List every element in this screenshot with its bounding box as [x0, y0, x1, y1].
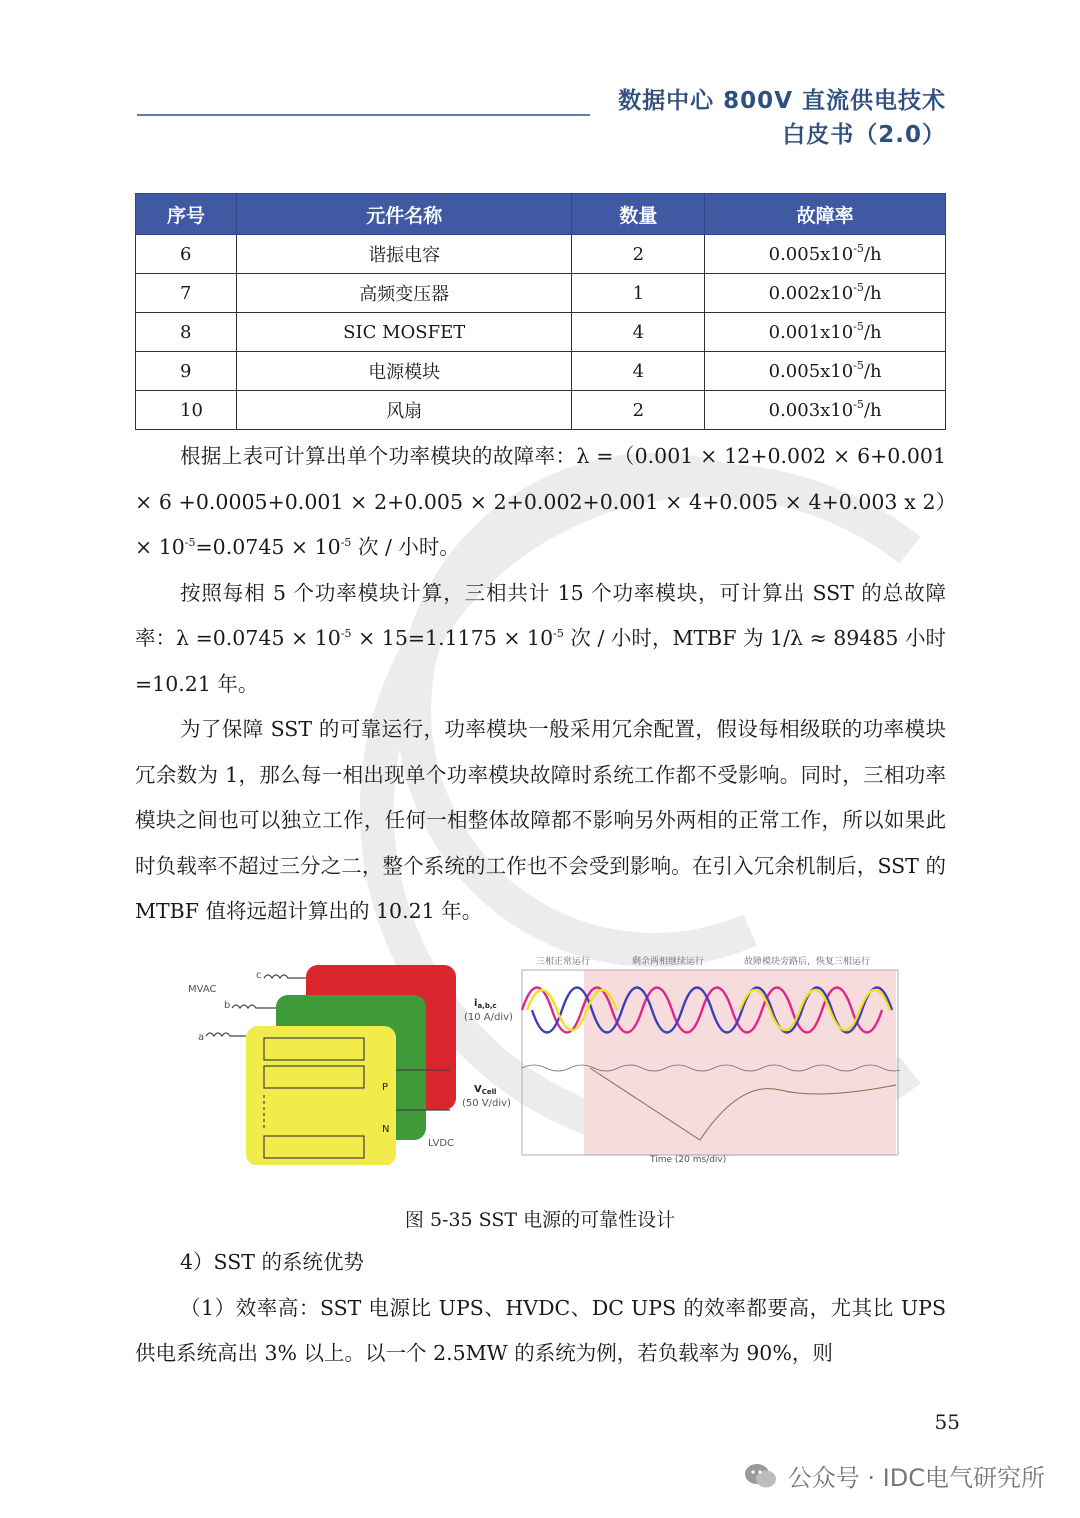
exponent: -5 — [553, 627, 564, 640]
rate-base: 0.003x10 — [768, 399, 854, 421]
component-name: 电源模块 — [236, 352, 572, 391]
table-row — [136, 352, 946, 391]
para-text: =0.0745 × 10 — [195, 535, 341, 559]
header-rule — [137, 114, 590, 116]
wechat-icon — [744, 1462, 778, 1490]
phase-c-label: c — [256, 970, 262, 981]
table-header-cell: 序号 — [136, 194, 237, 235]
component-qty: 1 — [572, 274, 705, 313]
component-qty: 4 — [572, 313, 705, 352]
segment-label-restored: 故障模块旁路后，恢复三相运行 — [744, 957, 871, 967]
rate-unit: /h — [863, 282, 882, 304]
component-name: 谐振电容 — [236, 235, 572, 274]
phase-b-label: b — [224, 1000, 231, 1011]
rate-exponent: -5 — [853, 397, 864, 411]
table-header-cell: 故障率 — [705, 194, 946, 235]
voltage-label: $V_{Cell}$ — [474, 1084, 497, 1096]
paragraph-efficiency: （1）效率高：SST 电源比 UPS、HVDC、DC UPS 的效率都要高，尤其比 UPS 供电系统高出 3% 以上。以一个 2.5MW 的系统为例，若负载率为 90%，则 — [135, 1295, 946, 1365]
body-text-upper — [135, 434, 946, 935]
failure-rate — [705, 313, 946, 352]
voltage-scale: (50 V/div) — [462, 1098, 511, 1109]
row-number: 6 — [136, 235, 237, 274]
rate-exponent: -5 — [853, 280, 864, 294]
exponent: -5 — [340, 627, 352, 640]
time-axis-label: Time (20 ms/div) — [650, 1155, 727, 1165]
component-qty: 4 — [572, 352, 705, 391]
para-text: 次 / 小时，MTBF 为 1/λ ≈ 89485 小时 =10.21 年。 — [135, 626, 946, 696]
current-label: $i_{a,b,c}$ — [474, 998, 497, 1010]
table-header-cell: 元件名称 — [236, 194, 572, 235]
table-row — [136, 391, 946, 430]
para-text: × 15=1.1175 × 10 — [351, 626, 554, 650]
n-terminal-label: N — [382, 1124, 390, 1135]
wechat-attribution — [744, 1458, 1045, 1493]
table-header-row — [136, 194, 946, 235]
paragraph-failure-rate — [135, 434, 946, 571]
rate-unit: /h — [863, 399, 882, 421]
rate-exponent: -5 — [853, 319, 864, 333]
failure-rate — [705, 352, 946, 391]
rate-unit: /h — [863, 360, 882, 382]
p-terminal-label: P — [382, 1082, 389, 1093]
rate-exponent: -5 — [853, 241, 864, 255]
failure-rate — [705, 274, 946, 313]
component-qty: 2 — [572, 391, 705, 430]
header-title — [618, 84, 946, 152]
para-text: 次 / 小时。 — [351, 535, 460, 559]
header-title-line2: 白皮书（2.0） — [782, 122, 946, 148]
table-row — [136, 313, 946, 352]
body-text-lower — [135, 1240, 946, 1377]
page-number: 55 — [934, 1410, 960, 1434]
para-text: 根据上表可计算出单个功率模块的故障率：λ =（0.001 × 12+0.002 × 6+0.001 × 6 +0.0005+0.001 × 2+0.005 × 2+0.002+0.001 × 4+0.005 × 4+0.003 x 2）× 10 — [135, 444, 946, 559]
row-number: 9 — [136, 352, 237, 391]
row-number: 10 — [136, 391, 237, 430]
circuit-diagram — [188, 965, 513, 1165]
component-qty: 2 — [572, 235, 705, 274]
rate-unit: /h — [863, 321, 882, 343]
table-row — [136, 235, 946, 274]
figure-caption: 图 5-35 SST 电源的可靠性设计 — [404, 1209, 676, 1231]
paragraph-total-rate — [135, 571, 946, 708]
failure-rate — [705, 391, 946, 430]
current-scale: (10 A/div) — [464, 1012, 513, 1023]
component-name: 高频变压器 — [236, 274, 572, 313]
waveform-plot — [522, 955, 900, 1165]
phase-a-label: a — [198, 1032, 205, 1043]
component-name: 风扇 — [236, 391, 572, 430]
rate-exponent: -5 — [853, 358, 864, 372]
exponent: -5 — [184, 536, 196, 549]
segment-label-two-phase: 剩余两相继续运行 — [632, 957, 705, 967]
wechat-account-text: 公众号 · IDC电气研究所 — [787, 1464, 1045, 1492]
fault-region-shading — [584, 970, 896, 1155]
lvdc-label: LVDC — [428, 1138, 454, 1149]
rate-unit: /h — [863, 243, 882, 265]
failure-rate — [705, 235, 946, 274]
rate-base: 0.001x10 — [768, 321, 854, 343]
rate-base: 0.005x10 — [768, 360, 854, 382]
para-text: 按照每相 5 个功率模块计算，三相共计 15 个功率模块，可计算出 SST 的总故障率：λ =0.0745 × 10 — [135, 580, 946, 650]
exponent: -5 — [340, 536, 352, 549]
segment-label-normal: 三相正常运行 — [536, 957, 591, 967]
table-row — [136, 274, 946, 313]
section-heading: 4）SST 的系统优势 — [180, 1250, 364, 1274]
rate-base: 0.005x10 — [768, 243, 854, 265]
paragraph-redundancy: 为了保障 SST 的可靠运行，功率模块一般采用冗余配置，假设每相级联的功率模块冗余数为 1，那么每一相出现单个功率模块故障时系统工作都不受影响。同时，三相功率模块之间也可以独立工作，任何一相整体故障都不影响另外两相的正常工作，所以如果此时负载率不超过三分之二，整个系统的工作也不会受到影响。在引入冗余机制后，SST 的 MTBF 值将远超计算出的 10.21 年。 — [135, 717, 946, 923]
row-number: 8 — [136, 313, 237, 352]
phase-a-module-block — [246, 1026, 396, 1165]
rate-base: 0.002x10 — [768, 282, 854, 304]
row-number: 7 — [136, 274, 237, 313]
component-failure-table — [135, 193, 946, 430]
sst-reliability-figure — [180, 950, 900, 1165]
table-header-cell: 数量 — [572, 194, 705, 235]
component-name: SIC MOSFET — [236, 313, 572, 352]
mvac-label: MVAC — [188, 984, 217, 995]
header-title-line1: 数据中心 800V 直流供电技术 — [618, 88, 946, 114]
